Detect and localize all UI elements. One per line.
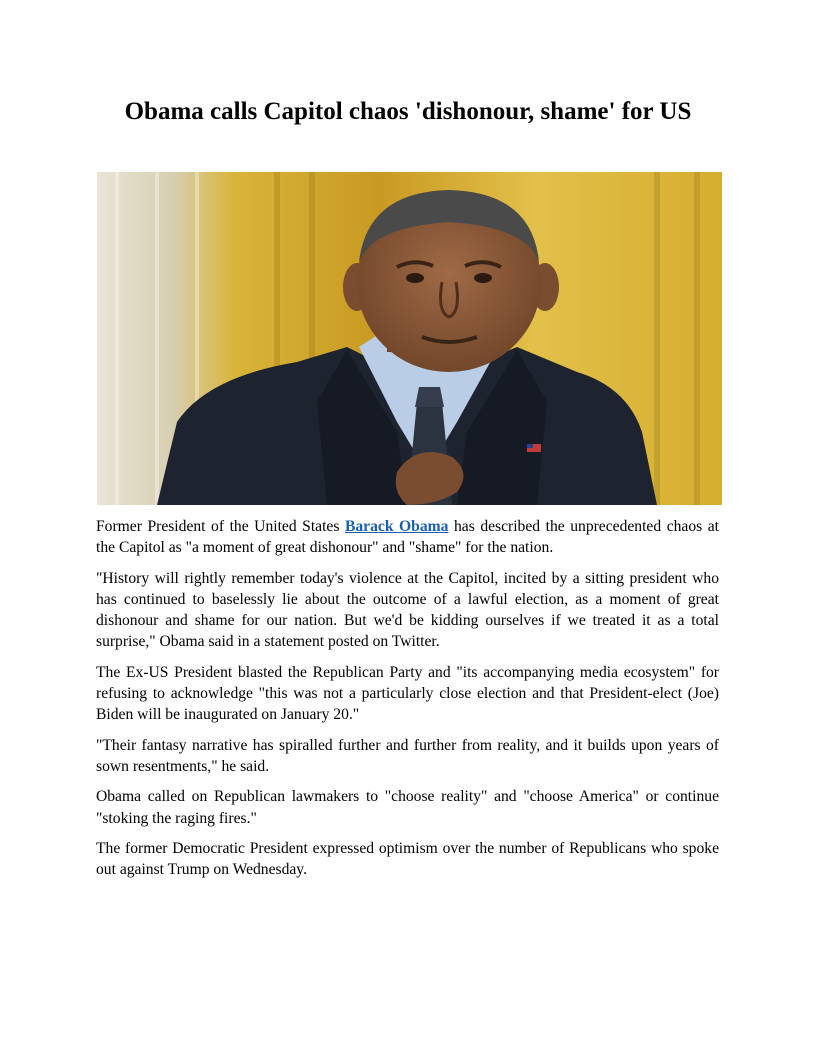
article-body bbox=[96, 516, 719, 889]
article-paragraph: "History will rightly remember today's violence at the Capitol, incited by a sitting president who has continued to baselessly lie about the outcome of a lawful election, as a moment of great dishonour and shame for our nation. But we'd be kidding ourselves if we treated it as a total surprise," Obama said in a statement posted on Twitter. bbox=[96, 569, 719, 651]
article-paragraph: The former Democratic President expressed optimism over the number of Republicans who spoke out against Trump on Wednesday. bbox=[96, 839, 719, 879]
article-photo bbox=[97, 172, 722, 505]
barack-obama-link[interactable]: Barack Obama bbox=[344, 518, 449, 535]
paragraph-text: Former President of the United States bbox=[96, 518, 345, 535]
portrait-photo-icon bbox=[97, 172, 722, 505]
article-paragraph: "Their fantasy narrative has spiralled further and further from reality, and it builds upon years of sown resentments," he said. bbox=[96, 736, 719, 775]
article-paragraph: Obama called on Republican lawmakers to "choose reality" and "choose America" or continue "stoking the raging fires." bbox=[96, 788, 719, 827]
article-paragraph: The Ex-US President blasted the Republican Party and "its accompanying media ecosystem" for refusing to acknowledge "this was not a particularly close election and that President-elect (Joe) Biden will be inaugurated on January 20." bbox=[96, 663, 719, 724]
article-paragraph bbox=[96, 516, 719, 559]
paragraph-text: has described the unprecedented chaos at the Capitol as "a moment of great dishonour" and "shame" for the nation. bbox=[96, 518, 720, 557]
article-title: Obama calls Capitol chaos 'dishonour, shame' for US bbox=[124, 98, 692, 125]
